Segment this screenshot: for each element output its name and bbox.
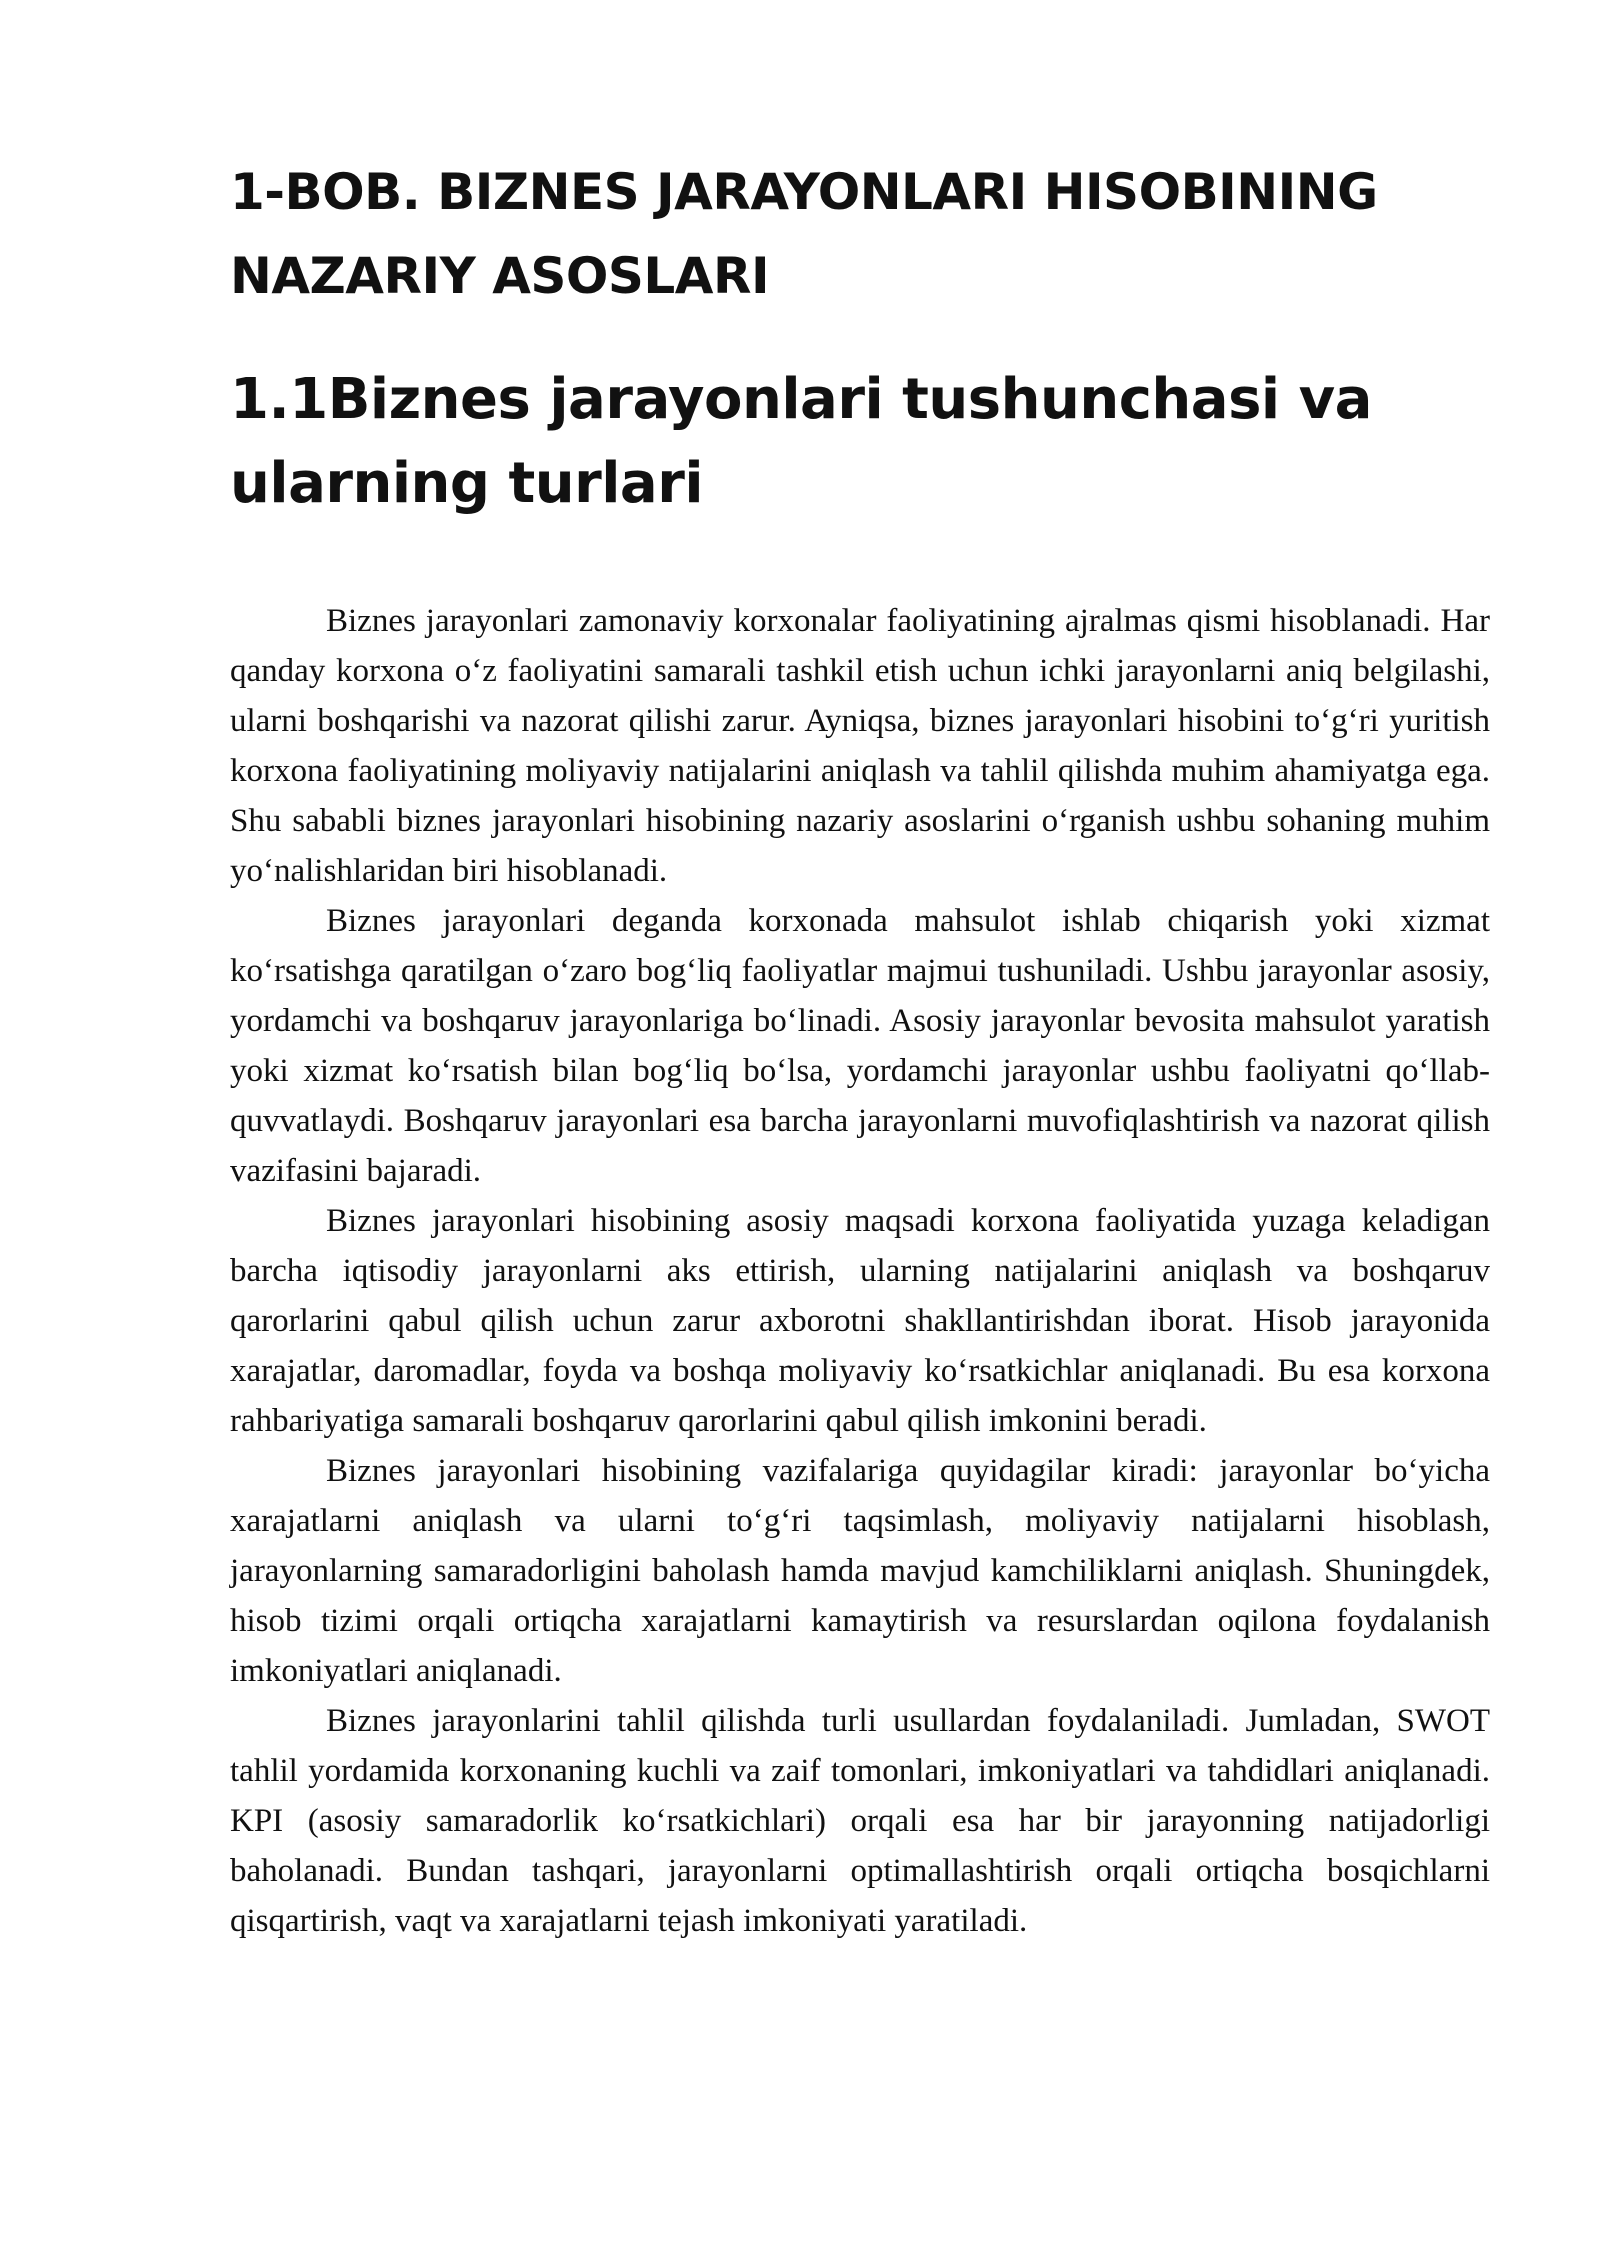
page-content	[230, 150, 1490, 1946]
chapter-title: 1-BOB. BIZNES JARAYONLARI HISOBINING NAZARIY ASOSLARI	[230, 163, 1378, 305]
section-title: 1.1Biznes jarayonlari tushunchasi va ularning turlari	[230, 367, 1372, 516]
body-text	[230, 596, 1490, 1946]
paragraph: Biznes jarayonlarini tahlil qilishda turli usullardan foydalaniladi. Jumladan, SWOT tahlil yordamida korxonaning kuchli va zaif tomonlari, imkoniyatlari va tahdidlari aniqlanadi. KPI (asosiy samaradorlik ko‘rsatkichlari) orqali esa har bir jarayonning natijadorligi baholanadi. Bundan tashqari, jarayonlarni optimallashtirish orqali ortiqcha bosqichlarni qisqartirish, vaqt va xarajatlarni tejash imkoniyati yaratiladi.	[230, 1703, 1490, 1939]
paragraph: Biznes jarayonlari zamonaviy korxonalar faoliyatining ajralmas qismi hisoblanadi. Har qanday korxona o‘z faoliyatini samarali tashkil etish uchun ichki jarayonlarni aniq belgilashi, ularni boshqarishi va nazorat qilishi zarur. Ayniqsa, biznes jarayonlari hisobini to‘g‘ri yuritish korxona faoliyatining moliyaviy natijalarini aniqlash va tahlil qilishda muhim ahamiyatga ega. Shu sababli biznes jarayonlari hisobining nazariy asoslarini o‘rganish ushbu sohaning muhim yo‘nalishlaridan biri hisoblanadi.	[230, 603, 1490, 889]
paragraph: Biznes jarayonlari deganda korxonada mahsulot ishlab chiqarish yoki xizmat ko‘rsatishga qaratilgan o‘zaro bog‘liq faoliyatlar majmui tushuniladi. Ushbu jarayonlar asosiy, yordamchi va boshqaruv jarayonlariga bo‘linadi. Asosiy jarayonlar bevosita mahsulot yaratish yoki xizmat ko‘rsatish bilan bog‘liq bo‘lsa, yordamchi jarayonlar ushbu faoliyatni qo‘llab-quvvatlaydi. Boshqaruv jarayonlari esa barcha jarayonlarni muvofiqlashtirish va nazorat qilish vazifasini bajaradi.	[230, 903, 1490, 1189]
paragraph: Biznes jarayonlari hisobining asosiy maqsadi korxona faoliyatida yuzaga keladigan barcha iqtisodiy jarayonlarni aks ettirish, ularning natijalarini aniqlash va boshqaruv qarorlarini qabul qilish uchun zarur axborotni shakllantirishdan iborat. Hisob jarayonida xarajatlar, daromadlar, foyda va boshqa moliyaviy ko‘rsatkichlar aniqlanadi. Bu esa korxona rahbariyatiga samarali boshqaruv qarorlarini qabul qilish imkonini beradi.	[230, 1203, 1490, 1439]
paragraph: Biznes jarayonlari hisobining vazifalariga quyidagilar kiradi: jarayonlar bo‘yicha xarajatlarni aniqlash va ularni to‘g‘ri taqsimlash, moliyaviy natijalarni hisoblash, jarayonlarning samaradorligini baholash hamda mavjud kamchiliklarni aniqlash. Shuningdek, hisob tizimi orqali ortiqcha xarajatlarni kamaytirish va resurslardan oqilona foydalanish imkoniyatlari aniqlanadi.	[230, 1453, 1490, 1689]
